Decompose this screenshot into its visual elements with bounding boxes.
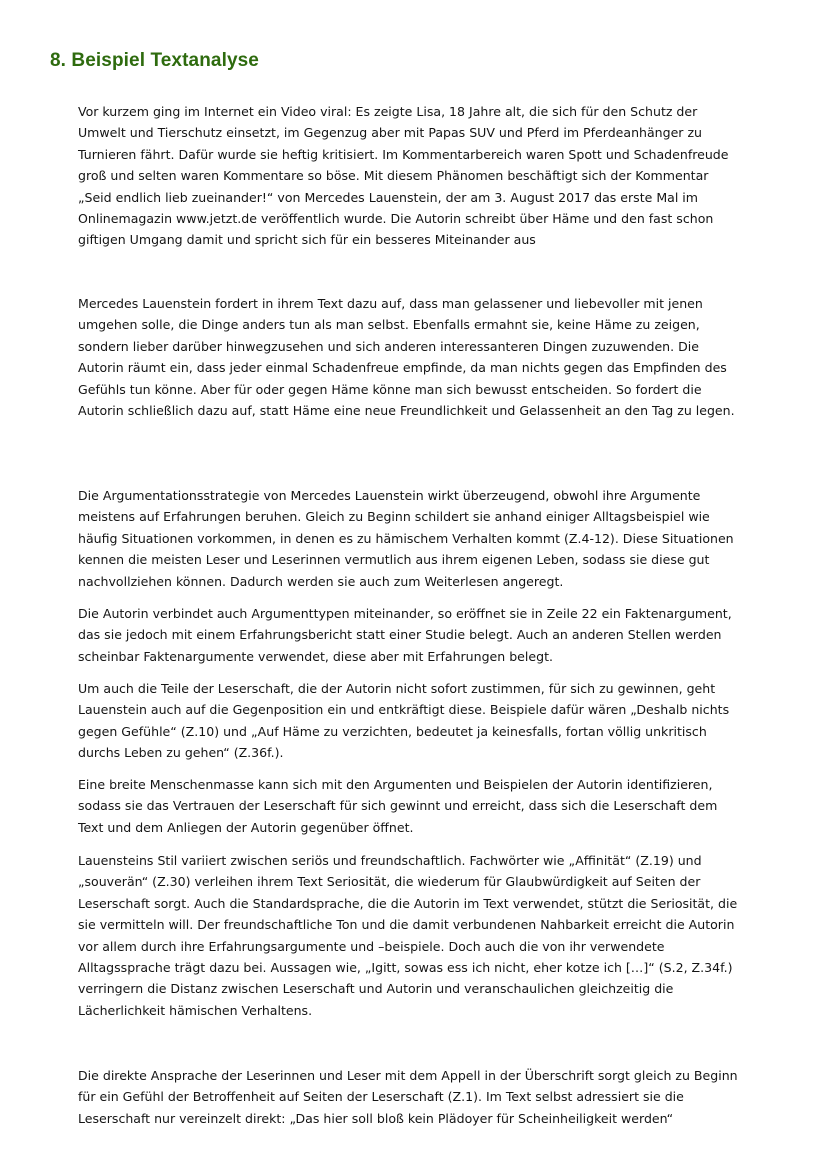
section-heading: 8. Beispiel Textanalyse [50, 50, 259, 71]
paragraph-summary: Mercedes Lauenstein fordert in ihrem Text dazu auf, dass man gelassener und liebevoller mit jenen umgehen solle, die Dinge anders tun als man selbst. Ebenfalls ermahnt sie, keine Häme zu zeigen, sondern lieber darüber hinwegzusehen und sich anderen interessanteren Dingen zuzuwenden. Die Autorin räumt ein, dass jeder einmal Schadenfreue empfinde, da man nichts gegen das Empfinden des Gefühls tun könne. Aber für oder gegen Häme könne man sich bewusst entscheiden. So fordert die Autorin schließlich dazu auf, statt Häme eine neue Freundlichkeit und Gelassenheit an den Tag zu legen. [78, 296, 735, 419]
paragraph-argument-types: Die Autorin verbindet auch Argumenttypen miteinander, so eröffnet sie in Zeile 22 ein Faktenargument, das sie jedoch mit einem Erfahrungsbericht statt einer Studie belegt. Auch an anderen Stellen werden scheinbar Faktenargumente verwendet, diese aber mit Erfahrungen belegt. [78, 606, 732, 664]
paragraph-style: Lauensteins Stil variiert zwischen seriös und freundschaftlich. Fachwörter wie „Affinität“ (Z.19) und „souverän“ (Z.30) verleihen ihrem Text Seriosität, die wiederum für Glaubwürdigkeit auf Seiten der Leserschaft sorgt. Auch die Standardsprache, die die Autorin im Text verwendet, stützt die Seriosität, die sie vermitteln will. Der freundschaftliche Ton und die damit verbundenen Nahbarkeit erreicht die Autorin vor allem durch ihre Erfahrungsargumente und –beispiele. Doch auch die von ihr verwendete Alltagssprache trägt dazu bei. Aussagen wie, „Igitt, sowas ess ich nicht, eher kotze ich […]“ (S.2, Z.34f.) verringern die Distanz zwischen Leserschaft und Autorin und veranschaulichen gleichzeitig die Lächerlichkeit hämischen Verhaltens. [78, 853, 738, 1018]
paragraph-counter-position: Um auch die Teile der Leserschaft, die der Autorin nicht sofort zustimmen, für sich zu gewinnen, geht Lauenstein auch auf die Gegenposition ein und entkräftigt diese. Beispiele dafür wären „Deshalb nichts gegen Gefühle“ (Z.10) und „Auf Häme zu verzichten, bedeutet ja keinesfalls, fortan völlig unkritisch durchs Leben zu gehen“ (Z.36f.). [78, 681, 730, 761]
paragraph-direct-address: Die direkte Ansprache der Leserinnen und Leser mit dem Appell in der Überschrift sorgt gleich zu Beginn für ein Gefühl der Betroffenheit auf Seiten der Leserschaft (Z.1). Im Text selbst adressiert sie die Leserschaft nur vereinzelt direkt: „Das hier soll bloß kein Plädoyer für Scheinheiligkeit werden“ [78, 1068, 738, 1126]
paragraph-argumentation-strategy: Die Argumentationsstrategie von Mercedes Lauenstein wirkt überzeugend, obwohl ihre Argumente meistens auf Erfahrungen beruhen. Gleich zu Beginn schildert sie anhand einiger Alltagsbeispiel wie häufig Situationen vorkommen, in denen es zu hämischem Verhalten kommt (Z.4-12). Diese Situationen kennen die meisten Leser und Leserinnen vermutlich aus ihrem eigenen Leben, sodass sie diese gut nachvollziehen können. Dadurch werden sie auch zum Weiterlesen angeregt. [78, 488, 734, 589]
paragraph-identification: Eine breite Menschenmasse kann sich mit den Argumenten und Beispielen der Autorin identifizieren, sodass sie das Vertrauen der Leserschaft für sich gewinnt und erreicht, dass sich die Leserschaft dem Text und dem Anliegen der Autorin gegenüber öffnet. [78, 777, 718, 835]
paragraph-introduction: Vor kurzem ging im Internet ein Video viral: Es zeigte Lisa, 18 Jahre alt, die sich für den Schutz der Umwelt und Tierschutz einsetzt, im Gegenzug aber mit Papas SUV und Pferd im Pferdeanhänger zu Turnieren fährt. Dafür wurde sie heftig kritisiert. Im Kommentarbereich waren Spott und Schadenfreude groß und selten waren Kommentare so böse. Mit diesem Phänomen beschäftigt sich der Kommentar „Seid endlich lieb zueinander!“ von Mercedes Lauenstein, der am 3. August 2017 das erste Mal im Onlinemagazin www.jetzt.de veröffentlich wurde. Die Autorin schreibt über Häme und den fast schon giftigen Umgang damit und spricht sich für ein besseres Miteinander aus [78, 104, 729, 248]
